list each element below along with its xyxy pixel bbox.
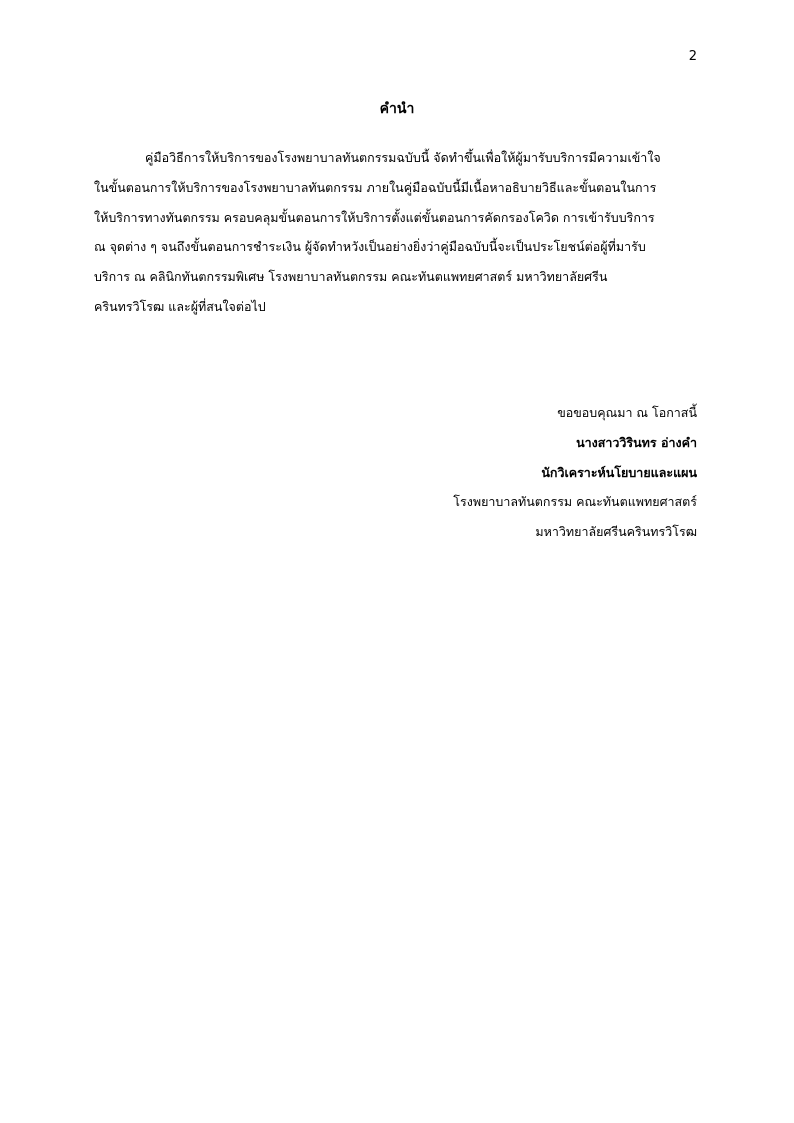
page-number: 2 — [688, 49, 697, 64]
signature-block — [453, 398, 697, 547]
page-title: คำนำ — [379, 101, 415, 117]
paragraph-line: บริการ ณ คลินิกทันตกรรมพิเศษ โรงพยาบาลทันตกรรม คณะทันตแพทยศาสตร์ มหาวิทยาลัยศรีน — [94, 269, 608, 285]
thanks-line: ขอขอบคุณมา ณ โอกาสนี้ — [557, 405, 697, 420]
paragraph-line: ในขั้นตอนการให้บริการของโรงพยาบาลทันตกรรม ภายในคู่มือฉบับนี้มีเนื้อหาอธิบายวิธีและขั้นตอนในการ — [94, 179, 657, 195]
paragraph-line: คู่มือวิธีการให้บริการของโรงพยาบาลทันตกรรมฉบับนี้ จัดทำขึ้นเพื่อให้ผู้มารับบริการมีความเข้าใจ — [145, 150, 661, 165]
paragraph-line: ณ จุดต่าง ๆ จนถึงขั้นตอนการชำระเงิน ผู้จัดทำหวังเป็นอย่างยิ่งว่าคู่มือฉบับนี้จะเป็นประโยชน์ต่อผู้ที่มารับ — [94, 239, 646, 255]
foreword-paragraph — [94, 143, 699, 322]
paragraph-line: ให้บริการทางทันตกรรม ครอบคลุมขั้นตอนการให้บริการตั้งแต่ขั้นตอนการคัดกรองโควิด การเข้ารับบริการ — [94, 209, 655, 225]
paragraph-line: ครินทรวิโรฒ และผู้ที่สนใจต่อไป — [94, 298, 266, 314]
author-organization: โรงพยาบาลทันตกรรม คณะทันตแพทยศาสตร์ — [453, 494, 697, 510]
author-university: มหาวิทยาลัยศรีนครินทรวิโรฒ — [535, 524, 697, 540]
author-name: นางสาววิรินทร อ่างคำ — [576, 434, 697, 450]
author-position: นักวิเคราะห์นโยบายและแผน — [541, 464, 697, 480]
